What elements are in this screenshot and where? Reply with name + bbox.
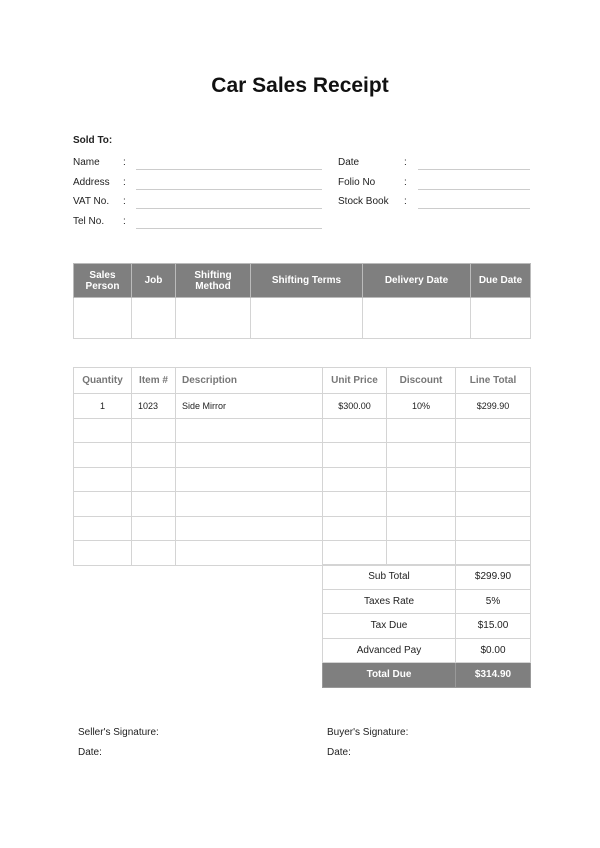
vat-no-label: VAT No. [73, 196, 110, 207]
address-label: Address [73, 176, 110, 188]
taxes-rate-label: Taxes Rate [323, 589, 456, 614]
total-due-label: Total Due [323, 663, 456, 688]
table-row [74, 467, 531, 492]
colon: : [123, 196, 126, 207]
cell-quantity[interactable]: 1 [74, 394, 132, 419]
table-row [74, 541, 531, 566]
cell-quantity[interactable] [74, 418, 132, 443]
table-row [74, 492, 531, 517]
stock-book-field[interactable] [418, 196, 530, 208]
shipping-table [73, 263, 531, 339]
cell-unit-price[interactable] [323, 418, 387, 443]
cell-due-date[interactable] [471, 298, 531, 339]
seller-date-label: Date: [78, 747, 102, 758]
col-header-shifting-method: Shifting Method [176, 264, 251, 298]
cell-delivery-date[interactable] [363, 298, 471, 339]
cell-discount[interactable] [387, 541, 456, 566]
col-header-item: Item # [132, 368, 176, 394]
stock-book-label: Stock Book [338, 196, 389, 207]
cell-quantity[interactable] [74, 492, 132, 517]
cell-line-total[interactable] [456, 492, 531, 517]
cell-item[interactable] [132, 516, 176, 541]
colon: : [404, 176, 407, 188]
cell-item[interactable] [132, 443, 176, 468]
tel-no-field[interactable] [136, 216, 322, 228]
col-header-line-total: Line Total [456, 368, 531, 394]
colon: : [123, 176, 126, 188]
colon: : [404, 157, 407, 168]
field-underline [418, 189, 530, 190]
cell-line-total[interactable] [456, 467, 531, 492]
cell-discount[interactable] [387, 492, 456, 517]
col-header-sales-person: Sales Person [74, 264, 132, 298]
total-due-value: $314.90 [456, 663, 531, 688]
cell-sales-person[interactable] [74, 298, 132, 339]
col-header-job: Job [132, 264, 176, 298]
cell-discount[interactable] [387, 467, 456, 492]
vat-no-field[interactable] [136, 196, 322, 208]
cell-line-total[interactable] [456, 418, 531, 443]
advanced-pay-label: Advanced Pay [323, 638, 456, 663]
cell-quantity[interactable] [74, 541, 132, 566]
cell-quantity[interactable] [74, 443, 132, 468]
cell-unit-price[interactable]: $300.00 [323, 394, 387, 419]
cell-item[interactable] [132, 418, 176, 443]
folio-no-label: Folio No [338, 176, 376, 188]
col-header-description: Description [176, 368, 323, 394]
cell-description[interactable] [176, 516, 323, 541]
col-header-discount: Discount [387, 368, 456, 394]
cell-line-total[interactable] [456, 443, 531, 468]
cell-discount[interactable] [387, 443, 456, 468]
cell-item[interactable]: 1023 [132, 394, 176, 419]
date-label: Date [338, 157, 360, 168]
buyer-signature-label: Buyer's Signature: [327, 727, 409, 738]
cell-unit-price[interactable] [323, 516, 387, 541]
totals-row-tax-due [323, 614, 531, 639]
cell-shifting-terms[interactable] [251, 298, 363, 339]
cell-quantity[interactable] [74, 516, 132, 541]
field-underline [418, 169, 530, 170]
totals-row-taxes-rate [323, 589, 531, 614]
cell-line-total[interactable]: $299.90 [456, 394, 531, 419]
cell-quantity[interactable] [74, 467, 132, 492]
cell-job[interactable] [132, 298, 176, 339]
sub-total-label: Sub Total [323, 565, 456, 590]
advanced-pay-value: $0.00 [456, 638, 531, 663]
field-underline [136, 169, 322, 170]
items-table [73, 367, 531, 566]
cell-discount[interactable] [387, 516, 456, 541]
tax-due-label: Tax Due [323, 614, 456, 639]
col-header-quantity: Quantity [74, 368, 132, 394]
folio-no-field[interactable] [418, 177, 530, 189]
taxes-rate-value: 5% [456, 589, 531, 614]
cell-item[interactable] [132, 492, 176, 517]
tax-due-value: $15.00 [456, 614, 531, 639]
totals-row-total-due [323, 663, 531, 688]
cell-item[interactable] [132, 467, 176, 492]
field-underline [136, 189, 322, 190]
page-title: Car Sales Receipt [211, 74, 389, 97]
field-underline [418, 208, 530, 209]
table-row [74, 516, 531, 541]
col-header-shifting-terms: Shifting Terms [251, 264, 363, 298]
address-field[interactable] [136, 177, 322, 189]
table-row [74, 443, 531, 468]
totals-table [322, 564, 531, 688]
cell-unit-price[interactable] [323, 467, 387, 492]
cell-unit-price[interactable] [323, 541, 387, 566]
colon: : [123, 157, 126, 168]
buyer-date-label: Date: [327, 747, 351, 758]
sold-to-heading: Sold To: [73, 135, 113, 146]
field-underline [136, 208, 322, 209]
cell-line-total[interactable] [456, 516, 531, 541]
date-field[interactable] [418, 157, 530, 169]
seller-signature-label: Seller's Signature: [78, 727, 159, 738]
name-field[interactable] [136, 157, 322, 169]
cell-description[interactable] [176, 467, 323, 492]
table-row [74, 418, 531, 443]
name-label: Name [73, 157, 100, 168]
cell-unit-price[interactable] [323, 492, 387, 517]
cell-discount[interactable]: 10% [387, 394, 456, 419]
cell-description[interactable] [176, 418, 323, 443]
cell-shifting-method[interactable] [176, 298, 251, 339]
cell-line-total[interactable] [456, 541, 531, 566]
colon: : [404, 196, 407, 207]
cell-description[interactable] [176, 443, 323, 468]
col-header-delivery-date: Delivery Date [363, 264, 471, 298]
cell-unit-price[interactable] [323, 443, 387, 468]
cell-description[interactable]: Side Mirror [176, 394, 323, 419]
cell-discount[interactable] [387, 418, 456, 443]
tel-no-label: Tel No. [73, 215, 105, 227]
field-underline [136, 228, 322, 229]
sub-total-value: $299.90 [456, 565, 531, 590]
totals-row-sub-total [323, 565, 531, 590]
table-row [74, 394, 531, 419]
col-header-unit-price: Unit Price [323, 368, 387, 394]
cell-description[interactable] [176, 492, 323, 517]
totals-row-advanced-pay [323, 638, 531, 663]
cell-description[interactable] [176, 541, 323, 566]
colon: : [123, 215, 126, 227]
col-header-due-date: Due Date [471, 264, 531, 298]
cell-item[interactable] [132, 541, 176, 566]
